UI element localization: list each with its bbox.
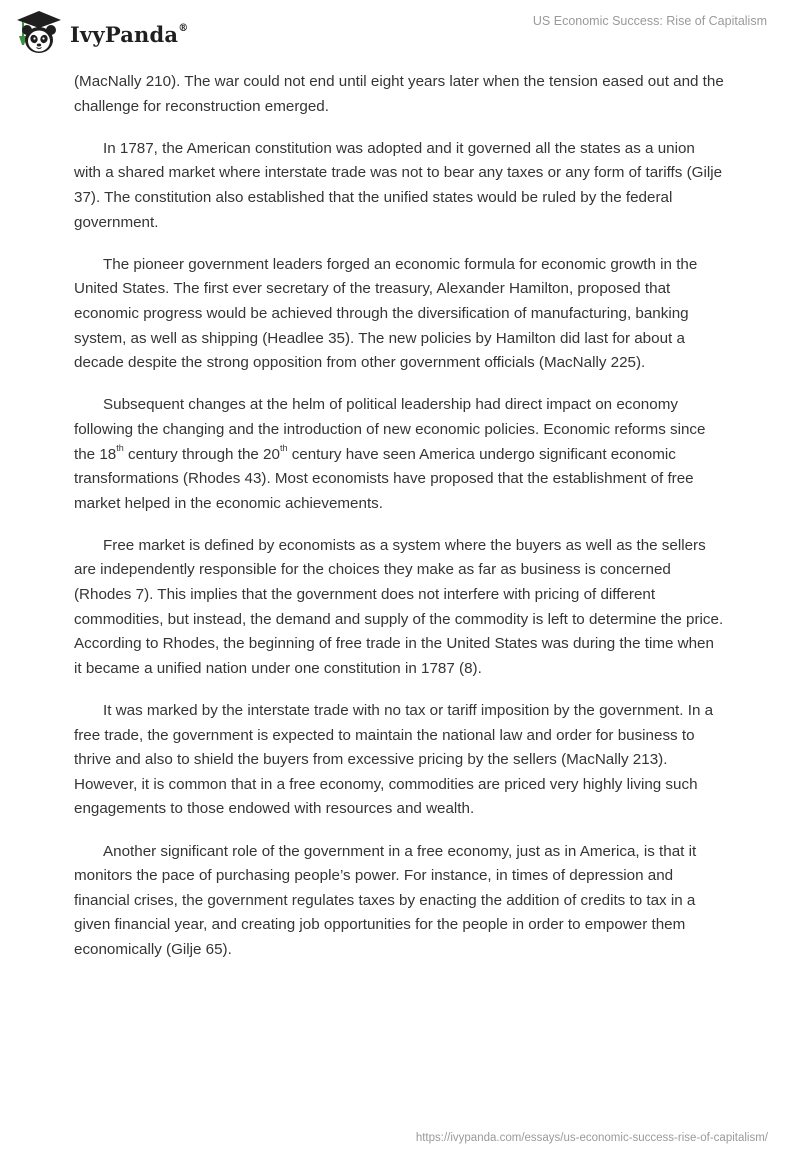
essay-body xyxy=(74,70,724,980)
panda-logo-icon xyxy=(14,9,64,57)
paragraph-5: Free market is defined by economists as a system where the buyers as well as the sellers are independently responsible for the choices they make as far as business is concerned (Rhodes 7). This implies that the government does not interfere with pricing of different commodities, but instead, the demand and supply of the commodity is left to determine the price. According to Rhodes, the beginning of free trade in the United States was during the time when it became a unified nation under one constitution in 1787 (8). xyxy=(74,536,724,677)
registered-mark: ® xyxy=(178,22,189,34)
page-header xyxy=(0,0,800,62)
ivypanda-logo[interactable] xyxy=(14,9,188,57)
paragraph-3: The pioneer government leaders forged an economic formula for economic growth in the United States. The first ever secretary of the treasury, Alexander Hamilton, proposed that economic progress would be achieved through the diversification of manufacturing, banking system, as well as shipping (Headlee 35). The new policies by Hamilton did last for about a decade despite the strong opposition from other government officials (MacNally 225). xyxy=(74,255,698,372)
superscript-th: th xyxy=(279,443,288,454)
paragraph-4: Subsequent changes at the helm of political leadership had direct impact on economy following the changing and the introduction of new economic policies. Economic reforms since the 18th century through the 20th century have seen America undergo significant economic transformations (Rhodes 43). Most economists have proposed that the establishment of free market helped in the economic achievements. xyxy=(74,396,706,512)
document-title: US Economic Success: Rise of Capitalism xyxy=(532,14,767,28)
brand-name: IvyPanda® xyxy=(70,21,189,47)
source-url-link[interactable]: https://ivypanda.com/essays/us-economic-success-rise-of-capitalism/ xyxy=(415,1132,768,1144)
paragraph-2: In 1787, the American constitution was adopted and it governed all the states as a union with a shared market where interstate trade was not to bear any taxes or any form of tariffs (Gilje 37). The constitution also established that the unified states would be ruled by the federal government. xyxy=(74,139,723,231)
paragraph-6: It was marked by the interstate trade with no tax or tariff imposition by the government. In a free trade, the government is expected to maintain the national law and order for business to thrive and also to shield the buyers from excessive pricing by the sellers (MacNally 213). However, it is common that in a free economy, commodities are priced very highly living such engagements to those endowed with resources and wealth. xyxy=(74,702,714,818)
superscript-th: th xyxy=(116,443,124,454)
paragraph-1: (MacNally 210). The war could not end until eight years later when the tension eased out and the challenge for reconstruction emerged. xyxy=(74,73,724,115)
paragraph-7: Another significant role of the government in a free economy, just as in America, is that it monitors the pace of purchasing people’s power. For instance, in times of depression and financial crises, the government regulates taxes by enacting the addition of credits to tax in a given financial year, and creating job opportunities for the people in order to empower them economically (Gilje 65). xyxy=(74,842,697,958)
